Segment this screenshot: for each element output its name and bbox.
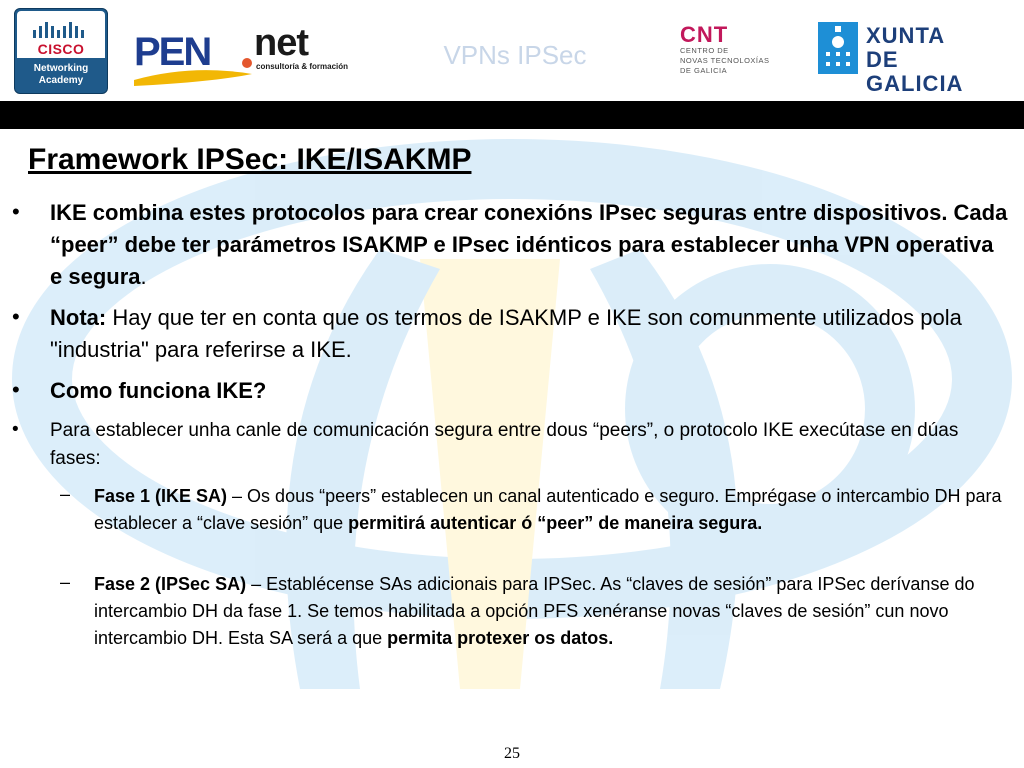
xunta-line2: DE GALICIA (866, 47, 964, 96)
slide-title: Framework IPSec: IKE/ISAKMP (28, 143, 472, 176)
header-divider-bar (0, 101, 1024, 129)
pen-dot-icon (242, 58, 252, 68)
xunta-line1: XUNTA (866, 23, 946, 48)
pen-net-logo (132, 24, 354, 86)
sub-bullet-marker: – (60, 572, 71, 592)
cisco-wordmark: CISCO (37, 41, 85, 57)
pen-tagline: consultoría & formación (256, 62, 349, 71)
cnt-mark: CNT (680, 22, 729, 47)
bullet-marker: • (12, 419, 19, 440)
bullet-marker: • (12, 304, 20, 329)
pen-brand-left: PEN (134, 30, 211, 74)
bullet-como-funciona: Como funciona IKE? (50, 378, 267, 403)
bullet-marker: • (12, 199, 20, 224)
bullet-marker: • (12, 377, 20, 402)
slide-body (0, 129, 1024, 768)
cisco-networking-academy-logo (14, 8, 108, 94)
sub-bullet-marker: – (60, 484, 71, 504)
cisco-bridge-icon (33, 18, 93, 40)
xunta-shield-icon (818, 22, 858, 74)
bullet-para-establecer: Para establecer unha canle de comunicación segura entre dous “peers”, o protocolo IKE execútase en dúas fases: (50, 420, 959, 469)
page-number: 25 (504, 745, 520, 762)
xunta-de-galicia-logo (818, 22, 990, 96)
sub-bullet-fase2: Fase 2 (IPSec SA) – Establécense SAs adicionais para IPSec. As “claves de sesión” para IPSec derívanse do intercambio DH da fase 1. Se temos habilitada a opción PFS xenéranse novas “claves de sesión” cun novo intercambio DH. Esta SA será a que permita protexer os datos. (94, 574, 975, 648)
cnt-text: CENTRO DE NOVAS TECNOLOXÍAS DE GALICIA (680, 46, 770, 75)
networking-academy-label: Networking Academy (33, 63, 89, 86)
cnt-logo (676, 20, 796, 80)
slide-topic: VPNs IPSec (443, 40, 587, 70)
slide-header (0, 0, 1024, 100)
sub-bullet-fase1: Fase 1 (IKE SA) – Os dous “peers” establecen un canal autenticado e seguro. Emprégase o intercambio DH para establecer a “clave sesión” que permitirá autenticar ó “peer” de maneira segura. (94, 486, 1002, 533)
pen-brand-right: net (254, 22, 308, 64)
bullet-ike-combina: IKE combina estes protocolos para crear conexións IPsec seguras entre dispositivos. Cada “peer” debe ter parámetros ISAKMP e IPsec idénticos para establecer unha VPN operativa e segura. (50, 200, 1008, 289)
bullet-nota: Nota: Hay que ter en conta que os termos de ISAKMP e IKE son comunmente utilizados pola "industria" para referirse a IKE. (50, 305, 962, 362)
